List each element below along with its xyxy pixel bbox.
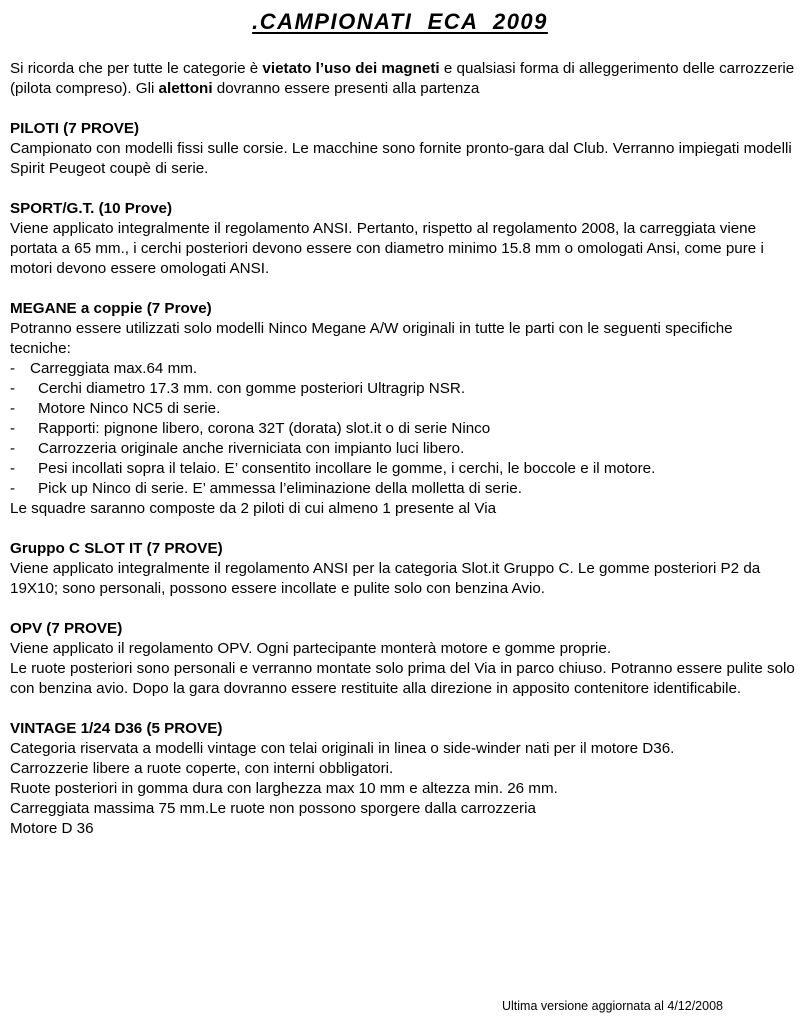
intro-bold-magneti: vietato l’uso dei magneti (262, 60, 440, 77)
vintage-line: Categoria riservata a modelli vintage con telai originali in linea o side-winder nati per il motore D36. (10, 740, 675, 757)
section-heading-sport: SPORT/G.T. (10 Prove) (10, 200, 173, 217)
list-item: - Rapporti: pignone libero, corona 32T (dorata) slot.it o di serie Ninco (10, 419, 796, 439)
list-item: - Carreggiata max.64 mm. (10, 359, 796, 379)
document-body (10, 59, 796, 839)
section-body-megane: Potranno essere utilizzati solo modelli Ninco Megane A/W originali in tutte le parti con le seguenti specifiche tecniche: (10, 320, 733, 357)
section-body-opv-line2: Le ruote posteriori sono personali e verranno montate solo prima del Via in parco chiuso. Potranno essere pulite solo con benzina avio. Dopo la gara dovranno essere restituite alla direzione in apposito contenitore identificabile. (10, 660, 795, 697)
megane-spec-list (10, 359, 796, 499)
section-heading-piloti: PILOTI (7 PROVE) (10, 120, 140, 137)
section-heading-gruppo-c: Gruppo C SLOT IT (7 PROVE) (10, 540, 223, 557)
vintage-line: Carreggiata massima 75 mm.Le ruote non possono sporgere dalla carrozzeria (10, 800, 536, 817)
list-item: - Motore Ninco NC5 di serie. (10, 399, 796, 419)
list-item: - Carrozzeria originale anche riverniciata con impianto luci libero. (10, 439, 796, 459)
section-closing-megane: Le squadre saranno composte da 2 piloti di cui almeno 1 presente al Via (10, 500, 497, 517)
section-body-gruppo-c: Viene applicato integralmente il regolamento ANSI per la categoria Slot.it Gruppo C. Le gomme posteriori P2 da 19X10; sono personali, possono essere incollate e pulite solo con benzina Avio. (10, 560, 761, 597)
section-body-sport: Viene applicato integralmente il regolamento ANSI. Pertanto, rispetto al regolamento 2008, la carreggiata viene portata a 65 mm., i cerchi posteriori devono essere con diametro minimo 15.8 mm o omologati Ansi, come pure i motori devono essere omologati ANSI. (10, 220, 764, 277)
section-heading-opv: OPV (7 PROVE) (10, 620, 123, 637)
list-item: - Cerchi diametro 17.3 mm. con gomme posteriori Ultragrip NSR. (10, 379, 796, 399)
list-item: - Pesi incollati sopra il telaio. E’ consentito incollare le gomme, i cerchi, le boccole e il motore. (10, 459, 796, 479)
intro-bold-alettoni: alettoni (158, 80, 213, 97)
vintage-line: Carrozzerie libere a ruote coperte, con interni obbligatori. (10, 760, 394, 777)
vintage-line: Motore D 36 (10, 820, 94, 837)
footer-last-updated: Ultima versione aggiornata al 4/12/2008 (502, 999, 723, 1013)
section-body-opv-line1: Viene applicato il regolamento OPV. Ogni partecipante monterà motore e gomme proprie. (10, 640, 612, 657)
vintage-line: Ruote posteriori in gomma dura con larghezza max 10 mm e altezza min. 26 mm. (10, 780, 558, 797)
intro-paragraph: Si ricorda che per tutte le categorie è vietato l’uso dei magneti e qualsiasi forma di alleggerimento delle carrozzerie (pilota compreso). Gli alettoni dovranno essere presenti alla partenza (10, 60, 795, 97)
page-title: .CAMPIONATI ECA 2009 (252, 9, 548, 34)
section-heading-megane: MEGANE a coppie (7 Prove) (10, 300, 212, 317)
section-heading-vintage: VINTAGE 1/24 D36 (5 PROVE) (10, 720, 223, 737)
section-body-piloti: Campionato con modelli fissi sulle corsie. Le macchine sono fornite pronto-gara dal Club. Verranno impiegati modelli Spirit Peugeot coupè di serie. (10, 140, 792, 177)
list-item: - Pick up Ninco di serie. E’ ammessa l’eliminazione della molletta di serie. (10, 479, 796, 499)
